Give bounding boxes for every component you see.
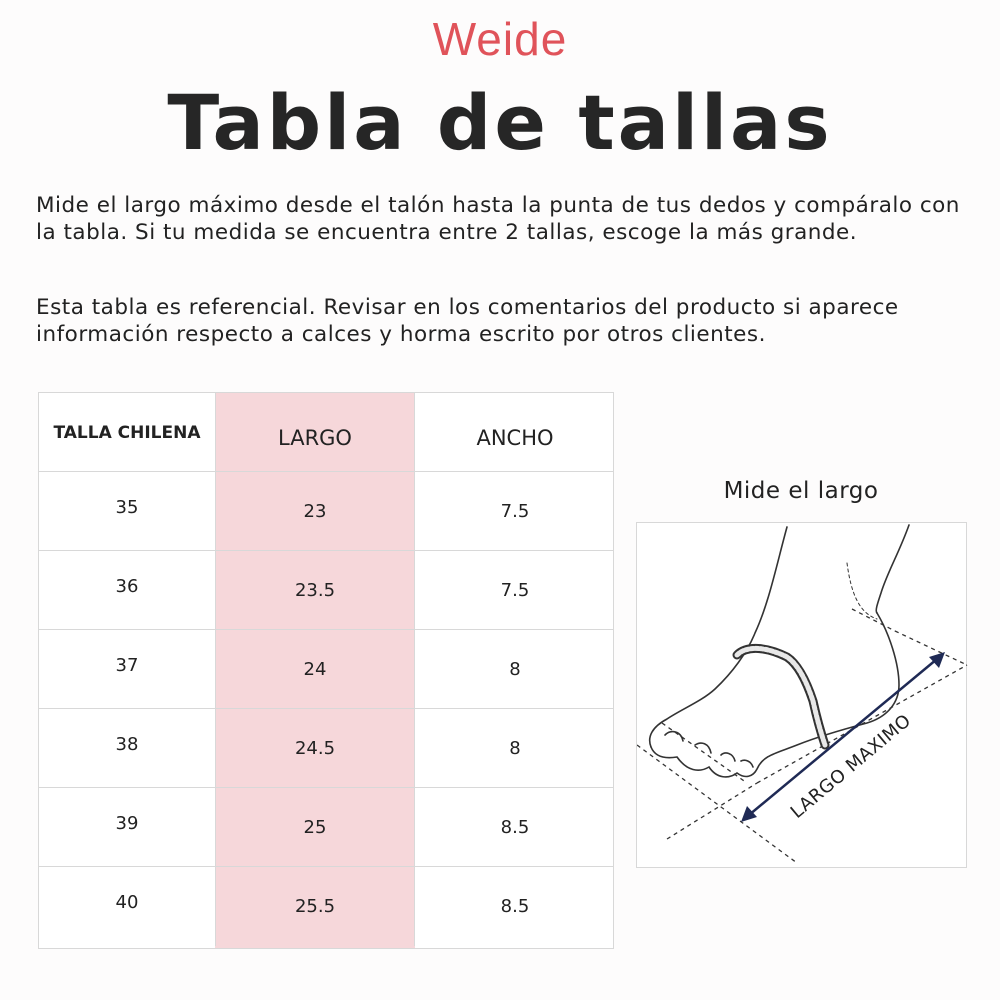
cell-largo: 25.5 — [215, 867, 415, 946]
sandal-strap — [737, 648, 825, 745]
header-talla: TALLA CHILENA — [53, 423, 201, 443]
cell-talla: 39 — [115, 812, 139, 834]
foot-drawing — [637, 523, 968, 869]
cell-largo: 23 — [215, 472, 415, 550]
cell-largo: 25 — [215, 788, 415, 866]
brand-logo: Weide — [432, 13, 568, 65]
table-row — [39, 709, 613, 788]
cell-ancho: 7.5 — [500, 500, 530, 522]
cell-ancho: 7.5 — [500, 579, 530, 601]
cell-talla: 38 — [115, 733, 139, 755]
intro-paragraph-2: Esta tabla es referencial. Revisar en los comentarios del producto si aparece información respecto a calces y horma escrito por otros clientes. — [36, 295, 899, 347]
foot-illustration — [636, 522, 967, 868]
header-largo: LARGO — [215, 393, 415, 471]
table-row — [39, 630, 613, 709]
guide-lines — [637, 609, 967, 863]
cell-largo: 24 — [215, 630, 415, 708]
table-row — [39, 867, 613, 946]
table-row — [39, 551, 613, 630]
cell-talla: 37 — [115, 654, 139, 676]
page-title: Tabla de tallas — [167, 78, 833, 167]
intro-paragraph-1: Mide el largo máximo desde el talón hasta la punta de tus dedos y compáralo con la tabla. Si tu medida se encuentra entre 2 tallas, escoge la más grande. — [36, 193, 960, 245]
cell-talla: 40 — [115, 892, 139, 913]
header-ancho: ANCHO — [476, 426, 554, 450]
length-arrow — [741, 652, 945, 822]
cell-ancho: 8 — [509, 658, 521, 680]
table-header-row — [39, 393, 613, 472]
cell-talla: 36 — [115, 575, 139, 597]
arrow-label: LARGO MAXIMO — [786, 710, 916, 823]
cell-ancho: 8.5 — [500, 816, 530, 838]
cell-ancho: 8.5 — [500, 896, 530, 917]
size-table — [38, 392, 614, 949]
measure-heading: Mide el largo — [723, 478, 879, 504]
cell-talla: 35 — [115, 496, 139, 518]
cell-ancho: 8 — [509, 737, 521, 759]
table-row — [39, 472, 613, 551]
table-row — [39, 788, 613, 867]
cell-largo: 23.5 — [215, 551, 415, 629]
cell-largo: 24.5 — [215, 709, 415, 787]
